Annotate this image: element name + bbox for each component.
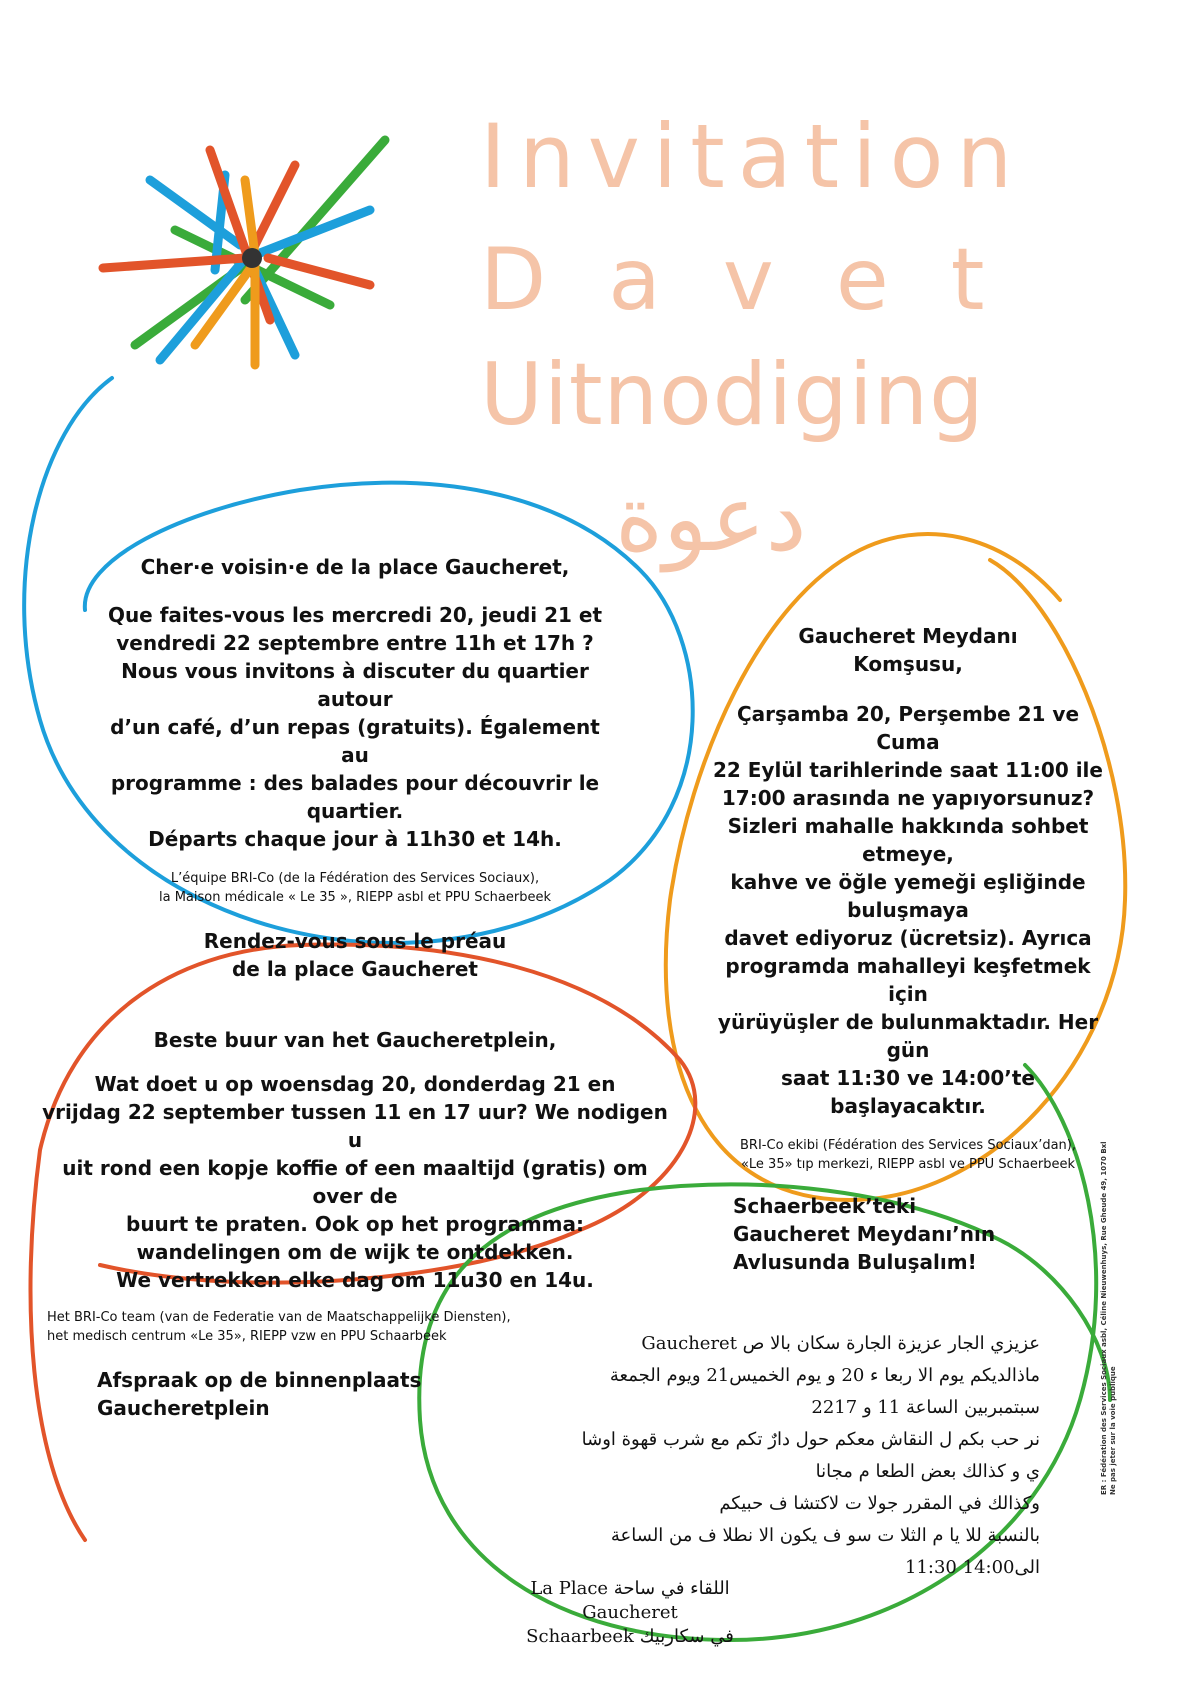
- french-body-line: Que faites-vous les mercredi 20, jeudi 21 et: [107, 603, 603, 627]
- dutch-body-line: vrijdag 22 september tussen 11 en 17 uur? We nodigen u: [42, 1100, 668, 1152]
- turkish-greeting-line: Gaucheret Meydanı: [798, 624, 1018, 648]
- dutch-body-line: We vertrekken elke dag om 11u30 en 14u.: [116, 1268, 594, 1292]
- french-meeting-line: de la place Gaucheret: [231, 957, 478, 981]
- turkish-meeting-line: Avlusunda Buluşalım!: [733, 1250, 977, 1274]
- arabic-body-line: عزيزي الجار عزيزة الجارة سكان بالا ص Gaucheret: [641, 1333, 1040, 1354]
- arabic-body-line: ماذالديكم يوم الا ربعا ء 20 و يوم الخميس21 ويوم الجمعة: [609, 1365, 1040, 1386]
- dutch-greeting: Beste buur van het Gaucheretplein,: [153, 1028, 557, 1052]
- french-body-line: vendredi 22 septembre entre 11h et 17h ?: [116, 631, 594, 655]
- arabic-section: [560, 1328, 1040, 1584]
- french-credit-line: L’équipe BRI-Co (de la Fédération des Services Sociaux),: [170, 871, 540, 886]
- dutch-body-line: buurt te praten. Ook op het programma:: [126, 1212, 584, 1236]
- arabic-body-line: بالنسبة للا يا م الثلا ت سو ف يكون الا نطلا ف من الساعة: [610, 1525, 1040, 1546]
- arabic-body-line: الى14:00 11:30: [905, 1557, 1040, 1578]
- dutch-body-line: uit rond een kopje koffie of een maaltijd (gratis) om over de: [62, 1156, 648, 1208]
- arabic-body-line: نر حب بكم ل النقاش معكم حول دارٌ تكم مع شرب قهوة اوشا: [581, 1429, 1040, 1450]
- title-uitnodiging: Uitnodiging: [480, 345, 985, 445]
- arabic-body-line: ي و كذالك بعض الطعا م مجانا: [815, 1461, 1040, 1482]
- turkish-body-line: saat 11:30 ve 14:00’te başlayacaktır.: [781, 1066, 1035, 1118]
- title-invitation: Invitation: [480, 105, 1026, 208]
- french-credit-line: la Maison médicale « Le 35 », RIEPP asbl et PPU Schaerbeek: [158, 890, 551, 905]
- dutch-credit-line: Het BRI-Co team (van de Federatie van de Maatschappelijke Diensten),: [47, 1310, 511, 1325]
- logo-starburst: [103, 140, 385, 365]
- french-body: [95, 601, 615, 853]
- french-credit: [95, 869, 615, 907]
- dutch-credit-line: het medisch centrum «Le 35», RIEPP vzw en PPU Schaarbeek: [47, 1329, 447, 1344]
- dutch-body-line: wandelingen om de wijk te ontdekken.: [136, 1240, 574, 1264]
- arabic-body-line: وكذالك في المقرر جولا ت لاكتشا ف حبيكم: [719, 1493, 1040, 1514]
- turkish-body-line: yürüyüşler de bulunmaktadır. Her gün: [717, 1010, 1099, 1062]
- turkish-body-line: davet ediyoruz (ücretsiz). Ayrıca: [724, 926, 1092, 950]
- french-greeting: Cher·e voisin·e de la place Gaucheret,: [140, 555, 570, 579]
- french-body-line: programme : des balades pour découvrir le quartier.: [110, 771, 600, 823]
- french-meeting: [95, 927, 615, 983]
- publisher-line: Ne pas jeter sur la voie publique: [1109, 1366, 1117, 1495]
- turkish-meeting-line: Schaerbeek’teki: [733, 1194, 917, 1218]
- dutch-meeting-line: Gaucheretplein: [97, 1396, 270, 1420]
- title-arabic: دعوة: [615, 465, 807, 572]
- turkish-body-line: Sizleri mahalle hakkında sohbet etmeye,: [727, 814, 1089, 866]
- arabic-body-line: سبتمبربين الساعة 11 و 2217: [811, 1397, 1040, 1418]
- publisher-line: ER : Fédération des Services Sociaux asbl, Céline Nieuwenhuys, Rue Gheude 49, 1070 Bxl: [1100, 1141, 1108, 1495]
- turkish-credit: [708, 1136, 1108, 1174]
- french-meeting-line: Rendez-vous sous le préau: [203, 929, 507, 953]
- turkish-meeting: [708, 1192, 1108, 1276]
- turkish-greeting: [708, 622, 1108, 678]
- turkish-meeting-line: Gaucheret Meydanı’nın: [733, 1222, 996, 1246]
- arabic-meeting-line: في سكاربيك Schaarbeek: [526, 1626, 734, 1647]
- turkish-body-line: 22 Eylül tarihlerinde saat 11:00 ile: [713, 758, 1103, 782]
- french-body-line: d’un café, d’un repas (gratuits). Également au: [110, 715, 600, 767]
- turkish-body-line: kahve ve öğle yemeği eşliğinde buluşmaya: [730, 870, 1086, 922]
- turkish-body-line: 17:00 arasında ne yapıyorsunuz?: [721, 786, 1095, 810]
- french-section: [95, 555, 615, 983]
- arabic-body: [560, 1328, 1040, 1584]
- title-davet: Davet: [480, 230, 1047, 330]
- dutch-body: [35, 1070, 675, 1294]
- french-body-line: Nous vous invitons à discuter du quartier autour: [121, 659, 589, 711]
- arabic-meeting: [490, 1577, 770, 1649]
- publisher-note: [1100, 1141, 1118, 1495]
- turkish-body-line: programda mahalleyi keşfetmek için: [725, 954, 1091, 1006]
- turkish-section: [708, 622, 1108, 1276]
- french-body-line: Départs chaque jour à 11h30 et 14h.: [148, 827, 562, 851]
- turkish-greeting-line: Komşusu,: [853, 652, 963, 676]
- turkish-credit-line: «Le 35» tıp merkezi, RIEPP asbl ve PPU Schaerbeek: [740, 1157, 1076, 1172]
- dutch-meeting-line: Afspraak op de binnenplaats: [97, 1368, 422, 1392]
- dutch-body-line: Wat doet u op woensdag 20, donderdag 21 en: [94, 1072, 616, 1096]
- turkish-body-line: Çarşamba 20, Perşembe 21 ve Cuma: [736, 702, 1080, 754]
- arabic-meeting-line: اللقاء في ساحة La Place Gaucheret: [530, 1578, 730, 1623]
- turkish-credit-line: BRI-Co ekibi (Fédération des Services Sociaux’dan),: [740, 1138, 1076, 1153]
- turkish-body: [708, 700, 1108, 1120]
